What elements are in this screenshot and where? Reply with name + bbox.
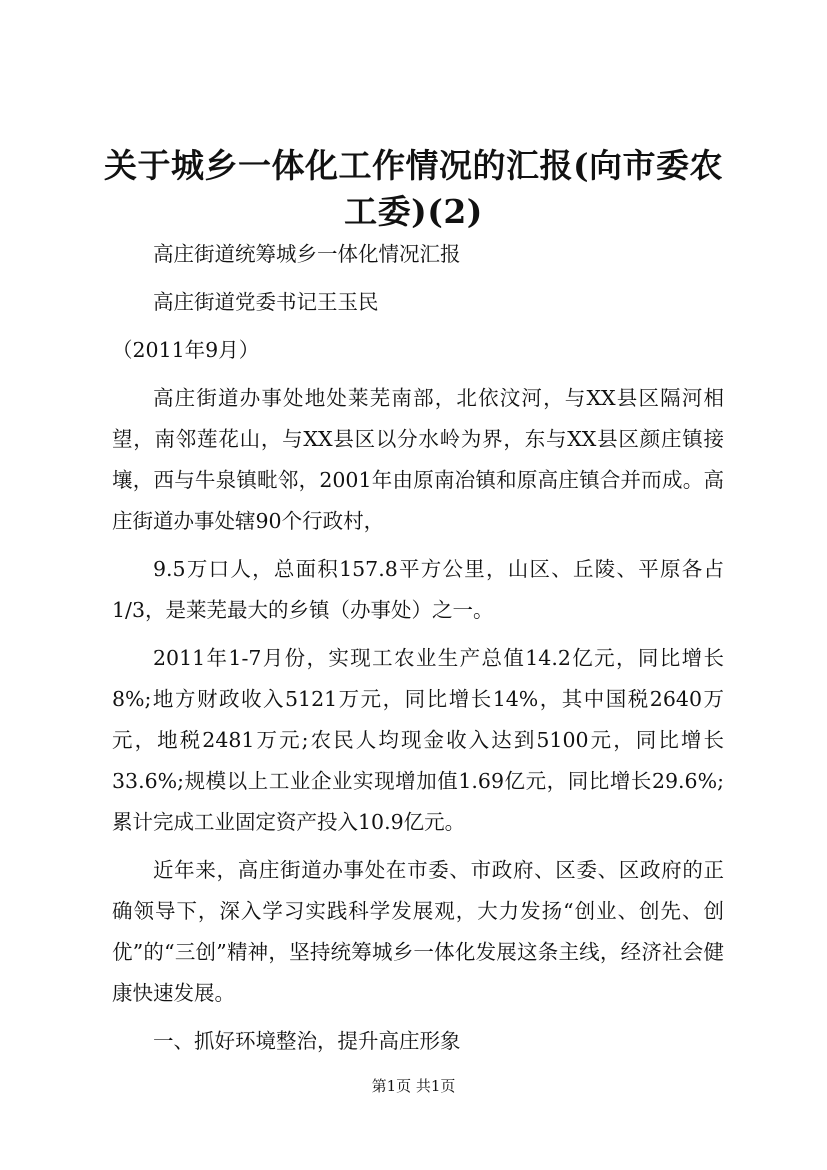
paragraph-author: 高庄街道党委书记王玉民 xyxy=(153,290,379,314)
paragraph-location: 高庄街道办事处地处莱芜南部，北依汶河，与XX县区隔河相望，南邻莲花山，与XX县区以分水岭为界，东与XX县区颜庄镇接壤，西与牛泉镇毗邻，2001年由原南冶镇和原高庄镇合并而成。高庄街道办事处辖90个行政村， xyxy=(112,386,724,533)
paragraph-date: （2011年9月） xyxy=(112,338,260,362)
paragraph-section-one: 一、抓好环境整治，提升高庄形象 xyxy=(153,1029,461,1053)
paragraph-economy: 2011年1-7月份，实现工农业生产总值14.2亿元，同比增长8%;地方财政收入5121万元，同比增长14%，其中国税2640万元，地税2481万元;农民人均现金收入达到5100元，同比增长33.6%;规模以上工业企业实现增加值1.69亿元，同比增长29.6%;累计完成工业固定资产投入10.9亿元。 xyxy=(112,646,724,834)
page-footer: 第1页 共1页 xyxy=(371,1077,456,1095)
paragraph-report-heading: 高庄街道统筹城乡一体化情况汇报 xyxy=(153,242,461,266)
paragraph-recent-years: 近年来，高庄街道办事处在市委、市政府、区委、区政府的正确领导下，深入学习实践科学发展观，大力发扬“创业、创先、创优”的“三创”精神，坚持统筹城乡一体化发展这条主线，经济社会健康快速发展。 xyxy=(112,858,724,1005)
document-title: 关于城乡一体化工作情况的汇报(向市委农工委)(2) xyxy=(103,146,724,231)
paragraph-population: 9.5万口人，总面积157.8平方公里，山区、丘陵、平原各占1/3，是莱芜最大的乡镇（办事处）之一。 xyxy=(112,557,724,622)
document-body xyxy=(112,234,724,1069)
